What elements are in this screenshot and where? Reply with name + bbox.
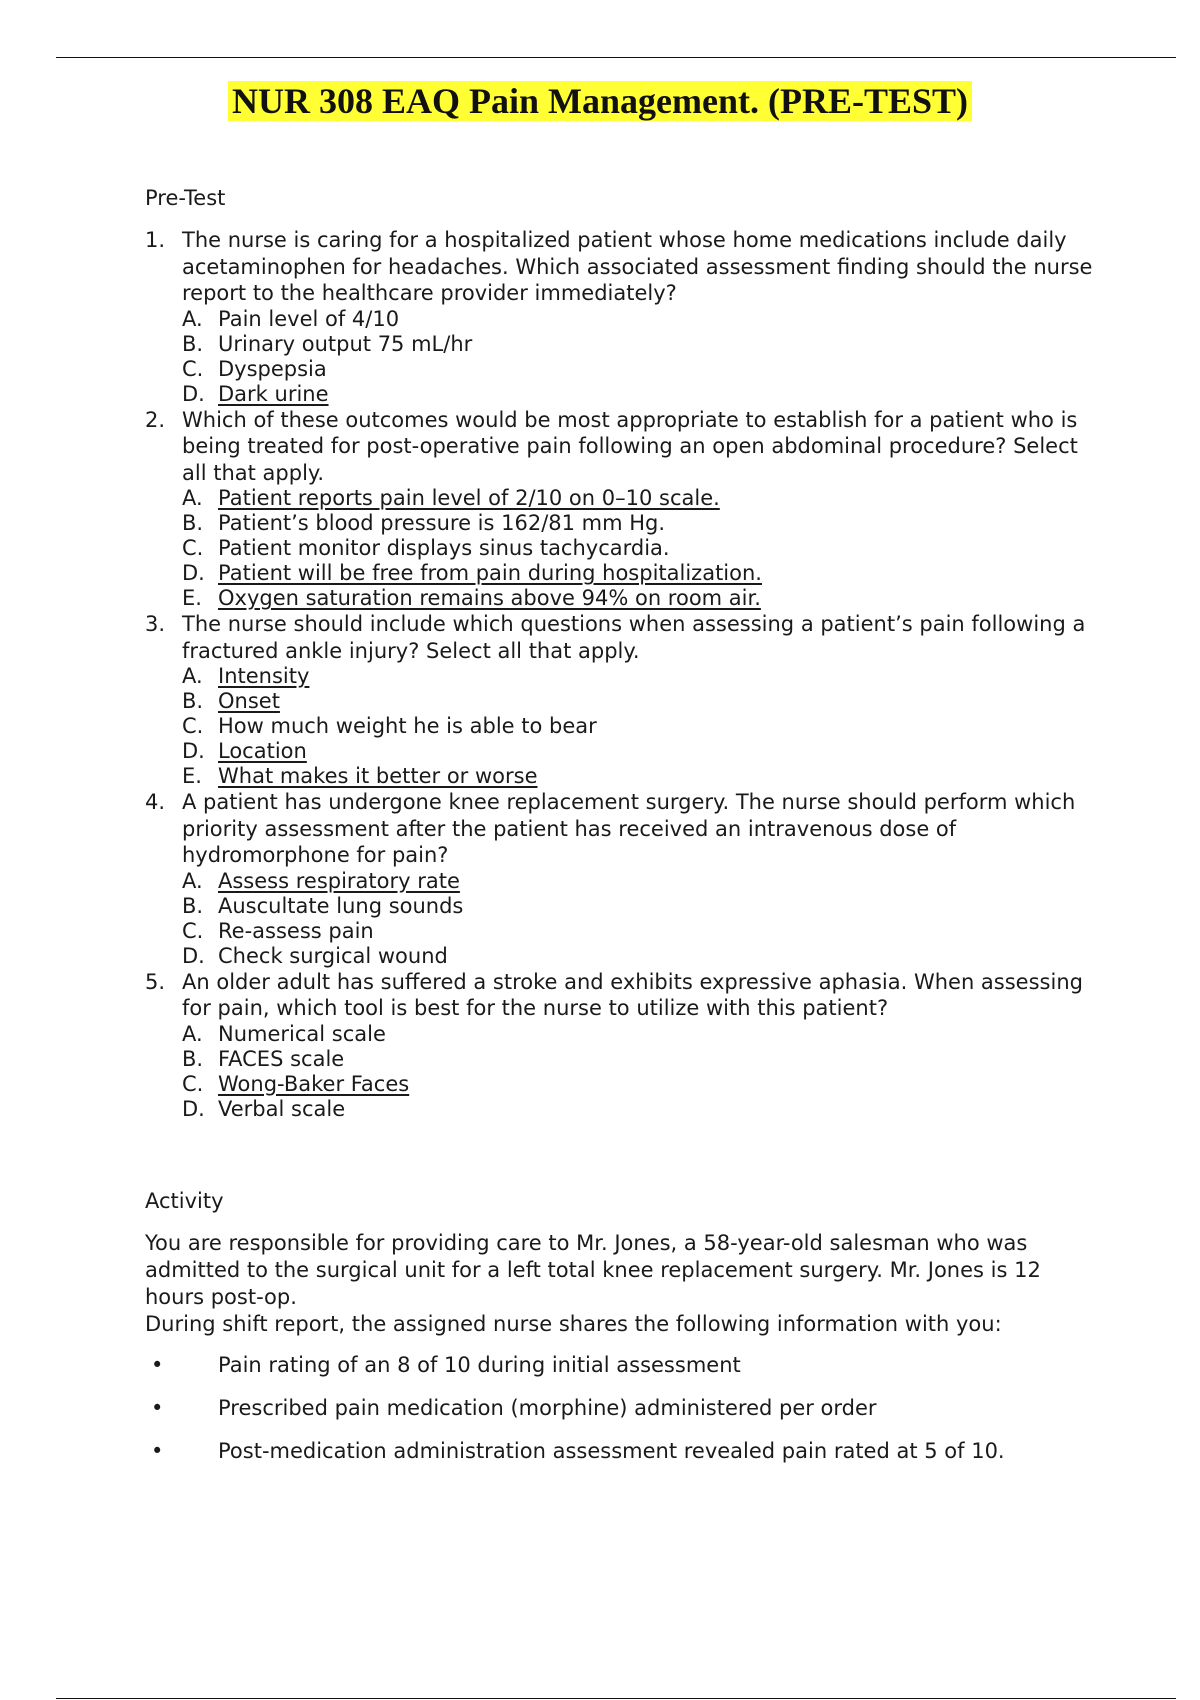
answer-option — [182, 1097, 1105, 1122]
bullet-text: Post-medication administration assessment revealed pain rated at 5 of 10. — [218, 1438, 1005, 1463]
answer-option — [182, 664, 1105, 689]
title-block — [0, 78, 1200, 124]
question-number: 3. — [145, 612, 166, 636]
option-letter: A. — [182, 1021, 203, 1046]
answer-option — [182, 561, 1105, 586]
option-letter: E. — [182, 586, 202, 610]
option-letter: B. — [182, 689, 204, 713]
answer-option — [182, 586, 1105, 611]
question-item — [145, 611, 1105, 789]
activity-paragraph-1: You are responsible for providing care to Mr. Jones, a 58-year-old salesman who was admitted to the surgical unit for a left total knee replacement surgery. Mr. Jones is 12 hours post-op. — [145, 1230, 1041, 1309]
option-text-correct: Dark urine — [218, 381, 329, 406]
question-body — [182, 407, 1105, 612]
question-number: 4. — [145, 790, 166, 814]
bullet-text: Pain rating of an 8 of 10 during initial assessment — [218, 1352, 741, 1377]
bullet-icon: • — [151, 1438, 164, 1463]
activity-paragraph-2: During shift report, the assigned nurse shares the following information with you: — [145, 1311, 1002, 1336]
option-text: Verbal scale — [218, 1096, 346, 1121]
option-text: Check surgical wound — [218, 943, 448, 968]
bottom-rule — [56, 1698, 1176, 1699]
option-text: Pain level of 4/10 — [218, 306, 400, 331]
question-body — [182, 969, 1105, 1122]
option-letter: A. — [182, 868, 203, 893]
option-text: Urinary output 75 mL/hr — [218, 331, 473, 356]
answer-option — [182, 536, 1105, 561]
option-letter: C. — [182, 918, 204, 943]
question-text: A patient has undergone knee replacement surgery. The nurse should perform which priority assessment after the patient has received an intravenous dose of hydromorphone for pain? — [182, 790, 1076, 867]
option-letter: D. — [182, 561, 205, 585]
option-text: Patient’s blood pressure is 162/81 mm Hg. — [218, 511, 666, 535]
question-body — [182, 227, 1105, 407]
answer-option — [182, 511, 1105, 536]
top-rule — [56, 57, 1176, 58]
answer-option — [182, 894, 1105, 919]
bullet-icon: • — [151, 1352, 164, 1377]
option-text: How much weight he is able to bear — [218, 714, 597, 738]
option-text: Patient monitor displays sinus tachycardia. — [218, 536, 670, 560]
answer-option — [182, 1047, 1105, 1072]
activity-section — [145, 1188, 1105, 1465]
question-item — [145, 969, 1105, 1122]
question-number: 5. — [145, 969, 166, 994]
question-text: The nurse should include which questions when assessing a patient’s pain following a fractured ankle injury? Select all that apply. — [182, 612, 1086, 663]
option-list — [182, 307, 1105, 407]
question-body — [182, 789, 1105, 969]
question-text: An older adult has suffered a stroke and exhibits expressive aphasia. When assessing for pain, which tool is best for the nurse to utilize with this patient? — [182, 969, 1083, 1020]
option-letter: C. — [182, 536, 204, 560]
option-text: Numerical scale — [218, 1021, 386, 1046]
answer-option — [182, 307, 1105, 332]
option-letter: B. — [182, 331, 204, 356]
option-letter: A. — [182, 486, 203, 510]
option-text-correct: Patient will be free from pain during hospitalization. — [218, 561, 762, 585]
option-text: Dyspepsia — [218, 356, 327, 381]
option-text-correct: Patient reports pain level of 2/10 on 0–10 scale. — [218, 486, 720, 510]
option-letter: D. — [182, 1096, 205, 1121]
answer-option — [182, 1022, 1105, 1047]
answer-option — [182, 764, 1105, 789]
option-letter: E. — [182, 764, 202, 788]
option-text: Auscultate lung sounds — [218, 893, 464, 918]
question-text: The nurse is caring for a hospitalized patient whose home medications include daily acetaminophen for headaches. Which associated assessment finding should the nurse report to the healthcare provider immediately? — [182, 228, 1093, 305]
question-item — [145, 227, 1105, 407]
answer-option — [182, 869, 1105, 894]
answer-option — [182, 944, 1105, 969]
option-letter: D. — [182, 739, 205, 763]
option-letter: C. — [182, 356, 204, 381]
document-body — [145, 185, 1105, 1481]
answer-option — [182, 1072, 1105, 1097]
activity-paragraph — [145, 1230, 1105, 1338]
option-letter: B. — [182, 1046, 204, 1071]
option-list — [182, 869, 1105, 969]
answer-option — [182, 689, 1105, 714]
shift-report-list — [145, 1352, 1105, 1465]
answer-option — [182, 382, 1105, 407]
answer-option — [182, 357, 1105, 382]
option-letter: A. — [182, 664, 203, 688]
option-letter: A. — [182, 306, 203, 331]
question-list — [145, 227, 1105, 1122]
option-letter: D. — [182, 943, 205, 968]
option-text-correct: Assess respiratory rate — [218, 868, 460, 893]
option-letter: C. — [182, 714, 204, 738]
option-text-correct: What makes it better or worse — [218, 764, 538, 788]
question-number: 1. — [145, 228, 166, 252]
option-text-correct: Wong-Baker Faces — [218, 1071, 410, 1096]
option-letter: C. — [182, 1071, 204, 1096]
option-text-correct: Onset — [218, 689, 280, 713]
option-letter: D. — [182, 381, 205, 406]
option-text: Re-assess pain — [218, 918, 374, 943]
option-list — [182, 486, 1105, 611]
option-text-correct: Oxygen saturation remains above 94% on room air. — [218, 586, 761, 610]
question-number: 2. — [145, 407, 166, 432]
pretest-heading: Pre-Test — [145, 186, 226, 210]
bullet-text: Prescribed pain medication (morphine) administered per order — [218, 1395, 877, 1420]
question-item — [145, 789, 1105, 969]
option-list — [182, 1022, 1105, 1122]
question-item — [145, 407, 1105, 612]
shift-report-item — [145, 1395, 1105, 1422]
activity-heading: Activity — [145, 1188, 224, 1213]
answer-option — [182, 332, 1105, 357]
document-title: NUR 308 EAQ Pain Management. (PRE-TEST) — [228, 81, 972, 121]
answer-option — [182, 714, 1105, 739]
option-letter: B. — [182, 893, 204, 918]
shift-report-item — [145, 1438, 1105, 1465]
answer-option — [182, 919, 1105, 944]
option-text: FACES scale — [218, 1046, 345, 1071]
option-text-correct: Location — [218, 739, 307, 763]
option-list — [182, 664, 1105, 789]
answer-option — [182, 739, 1105, 764]
option-text-correct: Intensity — [218, 664, 310, 688]
bullet-icon: • — [151, 1395, 164, 1420]
option-letter: B. — [182, 511, 204, 535]
question-body — [182, 611, 1105, 789]
question-text: Which of these outcomes would be most appropriate to establish for a patient who is being treated for post-operative pain following an open abdominal procedure? Select all that apply. — [182, 407, 1078, 485]
shift-report-item — [145, 1352, 1105, 1379]
answer-option — [182, 486, 1105, 511]
